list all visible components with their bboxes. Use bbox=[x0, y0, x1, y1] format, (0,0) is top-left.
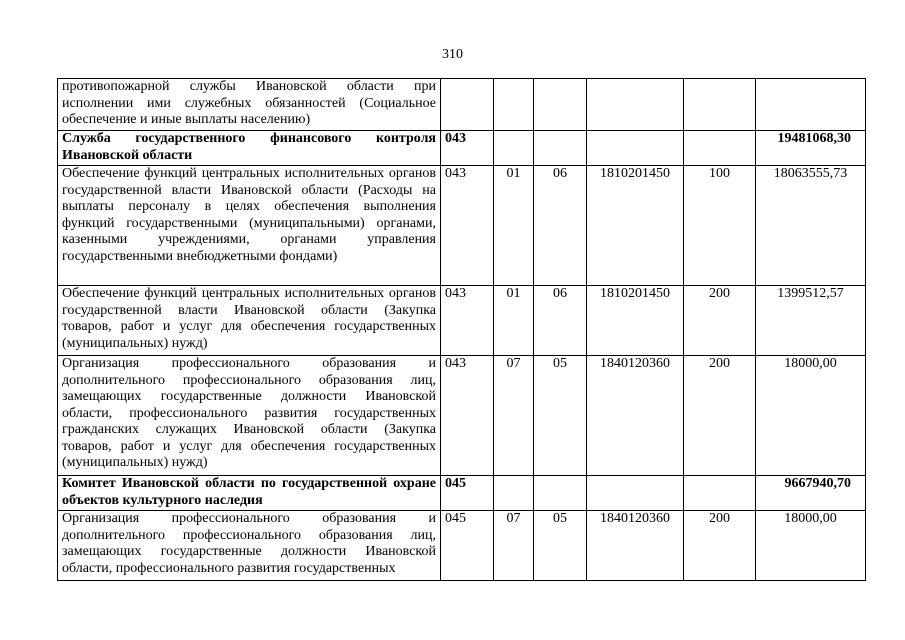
budget-table bbox=[57, 78, 866, 581]
section-vr bbox=[684, 131, 756, 166]
row-name: Организация профессионального образования и дополнительного профессионального образования лиц, замещающих государственные должности Ивановской области, профессионального развития государственных bbox=[58, 511, 441, 581]
row-vr: 100 bbox=[684, 166, 756, 286]
row-vr bbox=[684, 79, 756, 131]
row-rz: 01 bbox=[494, 166, 534, 286]
row-rz: 01 bbox=[494, 286, 534, 356]
row-name: Обеспечение функций центральных исполнительных органов государственной власти Ивановской области (Расходы на выплаты персоналу в целях обеспечения выполнения функций государственными (муниципальными) органами, казенными учреждениями, органами управления государственными внебюджетными фондами) bbox=[58, 166, 441, 286]
section-vr bbox=[684, 476, 756, 511]
row-ved: 043 bbox=[441, 286, 494, 356]
row-ved bbox=[441, 79, 494, 131]
section-rz bbox=[494, 476, 534, 511]
section-name: Комитет Ивановской области по государственной охране объектов культурного наследия bbox=[58, 476, 441, 511]
section-ved: 043 bbox=[441, 131, 494, 166]
section-csr bbox=[587, 131, 684, 166]
row-sum: 1399512,57 bbox=[756, 286, 866, 356]
table-row bbox=[58, 511, 866, 581]
page-number: 310 bbox=[442, 47, 463, 62]
row-rz bbox=[494, 79, 534, 131]
row-ved: 043 bbox=[441, 356, 494, 476]
section-pr bbox=[534, 131, 587, 166]
section-rz bbox=[494, 131, 534, 166]
row-pr: 05 bbox=[534, 511, 587, 581]
row-sum: 18063555,73 bbox=[756, 166, 866, 286]
row-pr: 06 bbox=[534, 166, 587, 286]
row-ved: 043 bbox=[441, 166, 494, 286]
row-rz: 07 bbox=[494, 511, 534, 581]
section-name: Служба государственного финансового контроля Ивановской области bbox=[58, 131, 441, 166]
row-vr: 200 bbox=[684, 286, 756, 356]
row-pr bbox=[534, 79, 587, 131]
table-row bbox=[58, 286, 866, 356]
section-pr bbox=[534, 476, 587, 511]
row-pr: 05 bbox=[534, 356, 587, 476]
table-row-section bbox=[58, 131, 866, 166]
row-rz: 07 bbox=[494, 356, 534, 476]
row-sum bbox=[756, 79, 866, 131]
row-csr: 1810201450 bbox=[587, 166, 684, 286]
table-row-section bbox=[58, 476, 866, 511]
row-pr: 06 bbox=[534, 286, 587, 356]
table-row bbox=[58, 166, 866, 286]
table-row bbox=[58, 356, 866, 476]
row-name: Организация профессионального образования и дополнительного профессионального образования лиц, замещающих государственные должности Ивановской области, профессионального развития государственных гражданских служащих Ивановской области (Закупка товаров, работ и услуг для обеспечения государственных (муниципальных) нужд) bbox=[58, 356, 441, 476]
row-name: противопожарной службы Ивановской области при исполнении ими служебных обязанностей (Социальное обеспечение и иные выплаты населению) bbox=[58, 79, 441, 131]
row-csr: 1840120360 bbox=[587, 511, 684, 581]
section-ved: 045 bbox=[441, 476, 494, 511]
row-name: Обеспечение функций центральных исполнительных органов государственной власти Ивановской области (Закупка товаров, работ и услуг для обеспечения государственных (муниципальных) нужд) bbox=[58, 286, 441, 356]
section-sum: 19481068,30 bbox=[756, 131, 866, 166]
row-vr: 200 bbox=[684, 511, 756, 581]
section-sum: 9667940,70 bbox=[756, 476, 866, 511]
row-csr: 1840120360 bbox=[587, 356, 684, 476]
row-sum: 18000,00 bbox=[756, 511, 866, 581]
row-csr bbox=[587, 79, 684, 131]
row-sum: 18000,00 bbox=[756, 356, 866, 476]
table-row bbox=[58, 79, 866, 131]
row-csr: 1810201450 bbox=[587, 286, 684, 356]
row-ved: 045 bbox=[441, 511, 494, 581]
section-csr bbox=[587, 476, 684, 511]
row-vr: 200 bbox=[684, 356, 756, 476]
